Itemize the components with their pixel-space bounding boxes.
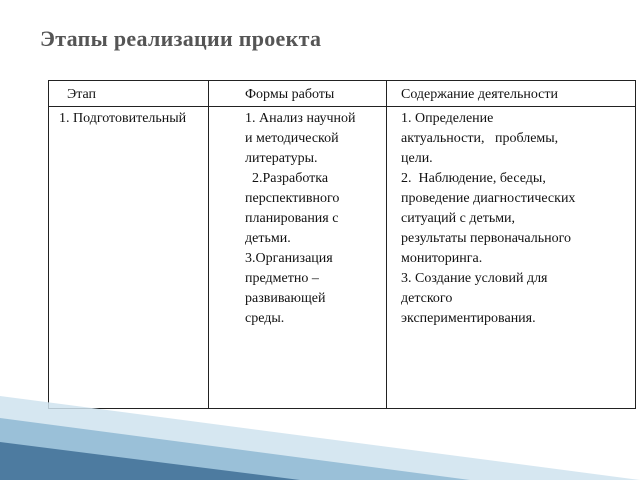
content-line: 2. Наблюдение, беседы, (401, 171, 546, 186)
content-line: актуальности, проблемы, (401, 131, 559, 146)
forms-line: литературы. (245, 151, 318, 166)
header-content: Содержание деятельности (387, 81, 636, 107)
forms-line: 2.Разработка (245, 171, 329, 186)
forms-cell (209, 107, 387, 409)
forms-line: 3.Организация (245, 251, 333, 266)
content-line: ситуаций с детьми, (401, 211, 516, 226)
stage-name: 1. Подготовительный (59, 111, 187, 126)
decorative-swoosh (0, 390, 640, 480)
forms-line: перспективного (245, 191, 340, 206)
forms-line: среды. (245, 311, 285, 326)
content-line: цели. (401, 151, 433, 166)
slide-title: Этапы реализации проекта (40, 26, 322, 51)
content-line: мониторинга. (401, 251, 483, 266)
stage-cell (49, 107, 209, 409)
header-forms: Формы работы (209, 81, 387, 107)
forms-line: развивающей (245, 291, 326, 306)
content-line: детского (401, 291, 453, 306)
forms-line: 1. Анализ научной (245, 111, 356, 126)
forms-line: детьми. (245, 231, 291, 246)
content-line: экспериментирования. (401, 311, 536, 326)
forms-line: планирования с (245, 211, 339, 226)
header-stage: Этап (49, 81, 209, 107)
content-line: 1. Определение (401, 111, 494, 126)
forms-line: и методической (245, 131, 339, 146)
table-row (49, 107, 636, 409)
table-header-row (49, 81, 636, 107)
content-line: 3. Создание условий для (401, 271, 548, 286)
content-line: проведение диагностических (401, 191, 576, 206)
content-cell (387, 107, 636, 409)
content-line: результаты первоначального (401, 231, 572, 246)
stages-table (48, 80, 636, 409)
forms-line: предметно – (245, 271, 319, 286)
